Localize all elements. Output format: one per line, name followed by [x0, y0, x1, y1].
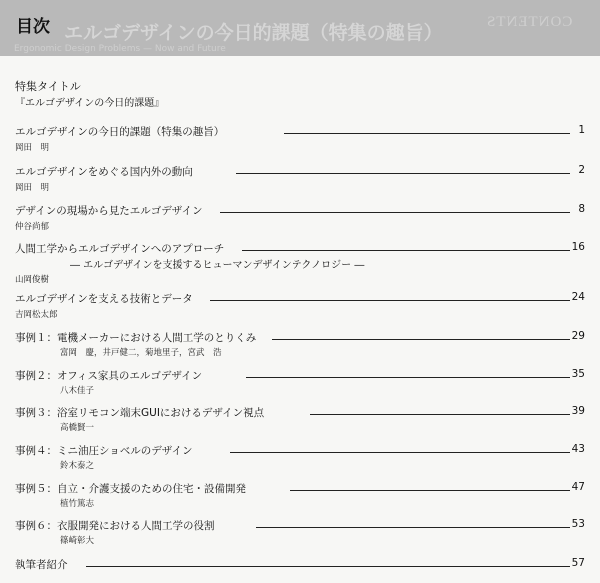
toc-leader-line: [230, 452, 570, 453]
toc-page-number: 39: [571, 405, 585, 417]
toc-entry-author: 植竹篤志: [60, 499, 95, 509]
toc-entry-title[interactable]: 事例５：自立・介護支援のための住宅・設備開発: [15, 483, 246, 495]
toc-page-number: 57: [571, 557, 585, 569]
toc-page-number: 16: [571, 241, 585, 253]
toc-page-number: 35: [571, 368, 585, 380]
toc-entry-author: 鈴木泰之: [60, 461, 95, 471]
toc-leader-line: [242, 250, 570, 251]
toc-entry-subtitle: ― エルゴデザインを支援するヒューマンデザインテクノロジー ―: [70, 260, 365, 271]
toc-entry-author: 山岡俊樹: [15, 275, 50, 285]
toc-entry-author: 岡田 明: [15, 183, 50, 193]
toc-page-number: 8: [578, 203, 585, 215]
toc-entry-author: 八木佳子: [60, 386, 95, 396]
toc-page-number: 1: [578, 124, 585, 136]
toc-page-number: 53: [571, 518, 585, 530]
toc-page-number: 43: [571, 443, 585, 455]
toc-leader-line: [86, 566, 570, 567]
toc-entry-title[interactable]: 事例１：電機メーカーにおける人間工学のとりくみ: [15, 332, 257, 344]
toc-entry-title[interactable]: デザインの現場から見たエルゴデザイン: [15, 205, 203, 217]
toc-leader-line: [272, 339, 570, 340]
toc-entry-title[interactable]: 事例４：ミニ油圧ショベルのデザイン: [15, 445, 193, 457]
toc-leader-line: [310, 414, 570, 415]
toc-entry-title[interactable]: 事例６：衣服開発における人間工学の役割: [15, 520, 215, 532]
feature-title-value: 『エルゴデザインの今日的課題』: [15, 98, 165, 109]
toc-page-number: 29: [571, 330, 585, 342]
toc-entry-author: 富岡 慶，井戸健二，菊地里子，宮武 浩: [60, 348, 222, 358]
toc-leader-line: [290, 490, 570, 491]
toc-leader-line: [236, 173, 570, 174]
toc-leader-line: [256, 527, 570, 528]
toc-page-number: 2: [578, 164, 585, 176]
toc-entry-author: 高橋賢一: [60, 423, 95, 433]
toc-entry-title[interactable]: 人間工学からエルゴデザインへのアプローチ: [15, 243, 225, 255]
toc-entry-title[interactable]: 事例３：浴室リモコン端末GUIにおけるデザイン視点: [15, 407, 265, 419]
toc-leader-line: [246, 377, 570, 378]
toc-leader-line: [220, 212, 570, 213]
ghost-subtitle: Ergonomic Design Problems — Now and Future: [14, 44, 226, 54]
toc-page-number: 47: [571, 481, 585, 493]
toc-leader-line: [210, 300, 570, 301]
toc-entry-title[interactable]: 事例２：オフィス家具のエルゴデザイン: [15, 370, 203, 382]
toc-entry-title[interactable]: エルゴデザインをめぐる国内外の動向: [15, 166, 193, 178]
toc-entry-author: 篠崎彰大: [60, 536, 95, 546]
toc-page-number: 24: [571, 291, 585, 303]
toc-entry-author: 仲谷尚郁: [15, 222, 50, 232]
toc-leader-line: [284, 133, 570, 134]
toc-entry-title[interactable]: エルゴデザインを支える技術とデータ: [15, 293, 193, 305]
toc-entry-title[interactable]: エルゴデザインの今日的課題（特集の趣旨）: [15, 126, 225, 138]
ghost-title: エルゴデザインの今日的課題（特集の趣旨）: [64, 22, 443, 44]
page-title: 目次: [16, 17, 50, 37]
toc-entry-author: 吉岡松太郎: [15, 310, 58, 320]
toc-entry-author: 岡田 明: [15, 143, 50, 153]
feature-title-label: 特集タイトル: [15, 80, 81, 93]
ghost-contents-label: CONTENTS: [485, 14, 572, 30]
toc-entry-title[interactable]: 執筆者紹介: [15, 559, 68, 571]
